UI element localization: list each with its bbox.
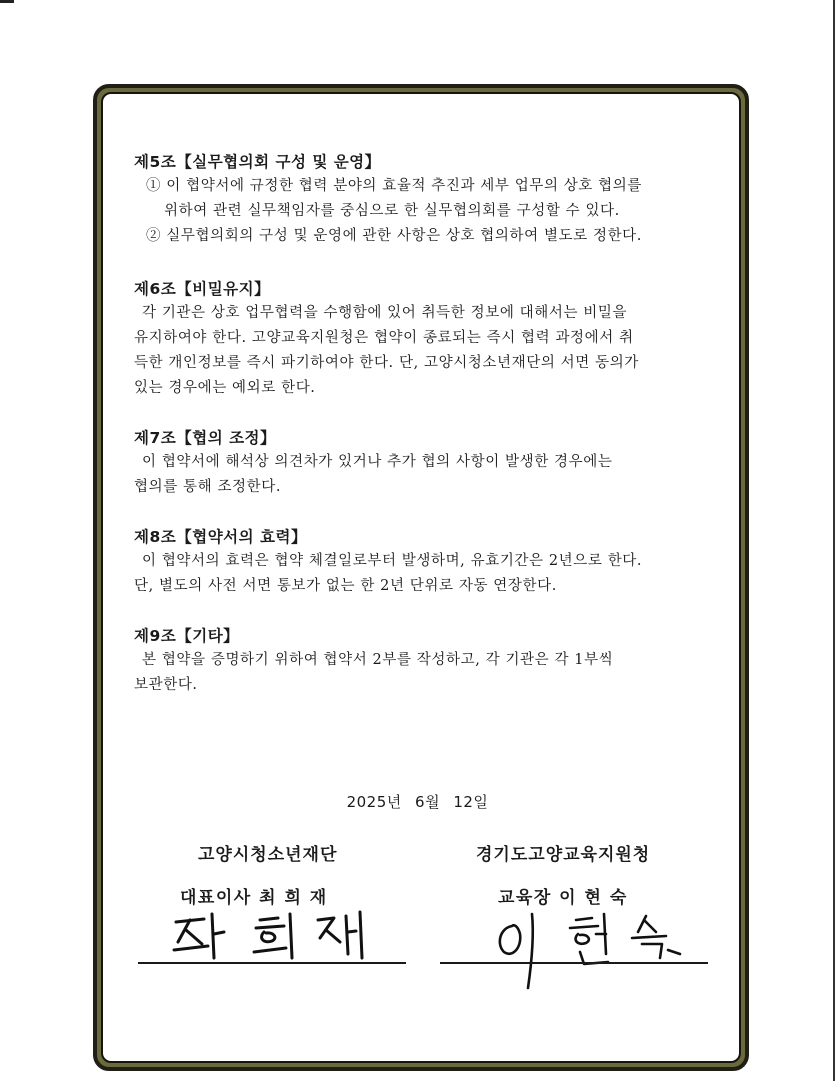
article-line: 협의를 통해 조정한다. (134, 479, 282, 495)
article-6 (134, 277, 714, 401)
article-5 (134, 150, 714, 249)
article-title: 제9조【기타】 (134, 627, 240, 645)
left-signature (168, 908, 388, 968)
left-representative: 대표이사 최 희 재 (180, 888, 328, 908)
right-representative: 교육장 이 현 숙 (498, 888, 628, 908)
article-line: 이 협약서에 해석상 의견차가 있거나 추가 협의 사항이 발생한 경우에는 (142, 454, 613, 470)
article-title: 제7조【협의 조정】 (134, 429, 277, 447)
right-signature (484, 904, 694, 990)
article-line: 위하여 관련 실무책임자를 중심으로 한 실무협의회를 구성할 수 있다. (164, 203, 620, 219)
article-line: 각 기관은 상호 업무협력을 수행함에 있어 취득한 정보에 대해서는 비밀을 (142, 305, 628, 321)
right-signature-line (440, 962, 708, 964)
article-line: ② 실무협의회의 구성 및 운영에 관한 사항은 상호 협의하여 별도로 정한다. (146, 228, 643, 244)
article-title: 제5조【실무협의회 구성 및 운영】 (134, 153, 381, 171)
scan-artifact (0, 0, 14, 3)
agreement-body (134, 150, 714, 698)
article-9 (134, 624, 714, 698)
article-line: ① 이 협약서에 규정한 협력 분야의 효율적 추진과 세부 업무의 상호 협의를 (146, 178, 643, 194)
article-line: 있는 경우에는 예외로 한다. (134, 380, 316, 396)
signing-date: 2025년 6월 12일 (346, 793, 489, 811)
article-line: 이 협약서의 효력은 협약 체결일로부터 발생하며, 유효기간은 2년으로 한다. (142, 553, 643, 569)
article-line: 본 협약을 증명하기 위하여 협약서 2부를 작성하고, 각 기관은 각 1부씩 (142, 652, 614, 668)
article-line: 단, 별도의 사전 서면 통보가 없는 한 2년 단위로 자동 연장한다. (134, 578, 557, 594)
article-title: 제8조【협약서의 효력】 (134, 528, 307, 546)
right-organization: 경기도고양교육지원청 (476, 845, 651, 865)
article-line: 득한 개인정보를 즉시 파기하여야 한다. 단, 고양시청소년재단의 서면 동의가 (134, 355, 639, 371)
article-8 (134, 525, 714, 599)
left-signature-line (138, 962, 406, 964)
left-organization: 고양시청소년재단 (198, 845, 338, 865)
article-title: 제6조【비밀유지】 (134, 280, 271, 298)
article-7 (134, 426, 714, 500)
article-line: 보관한다. (134, 677, 198, 693)
article-line: 유지하여야 한다. 고양교육지원청은 협약이 종료되는 즉시 협력 과정에서 취 (134, 330, 634, 346)
